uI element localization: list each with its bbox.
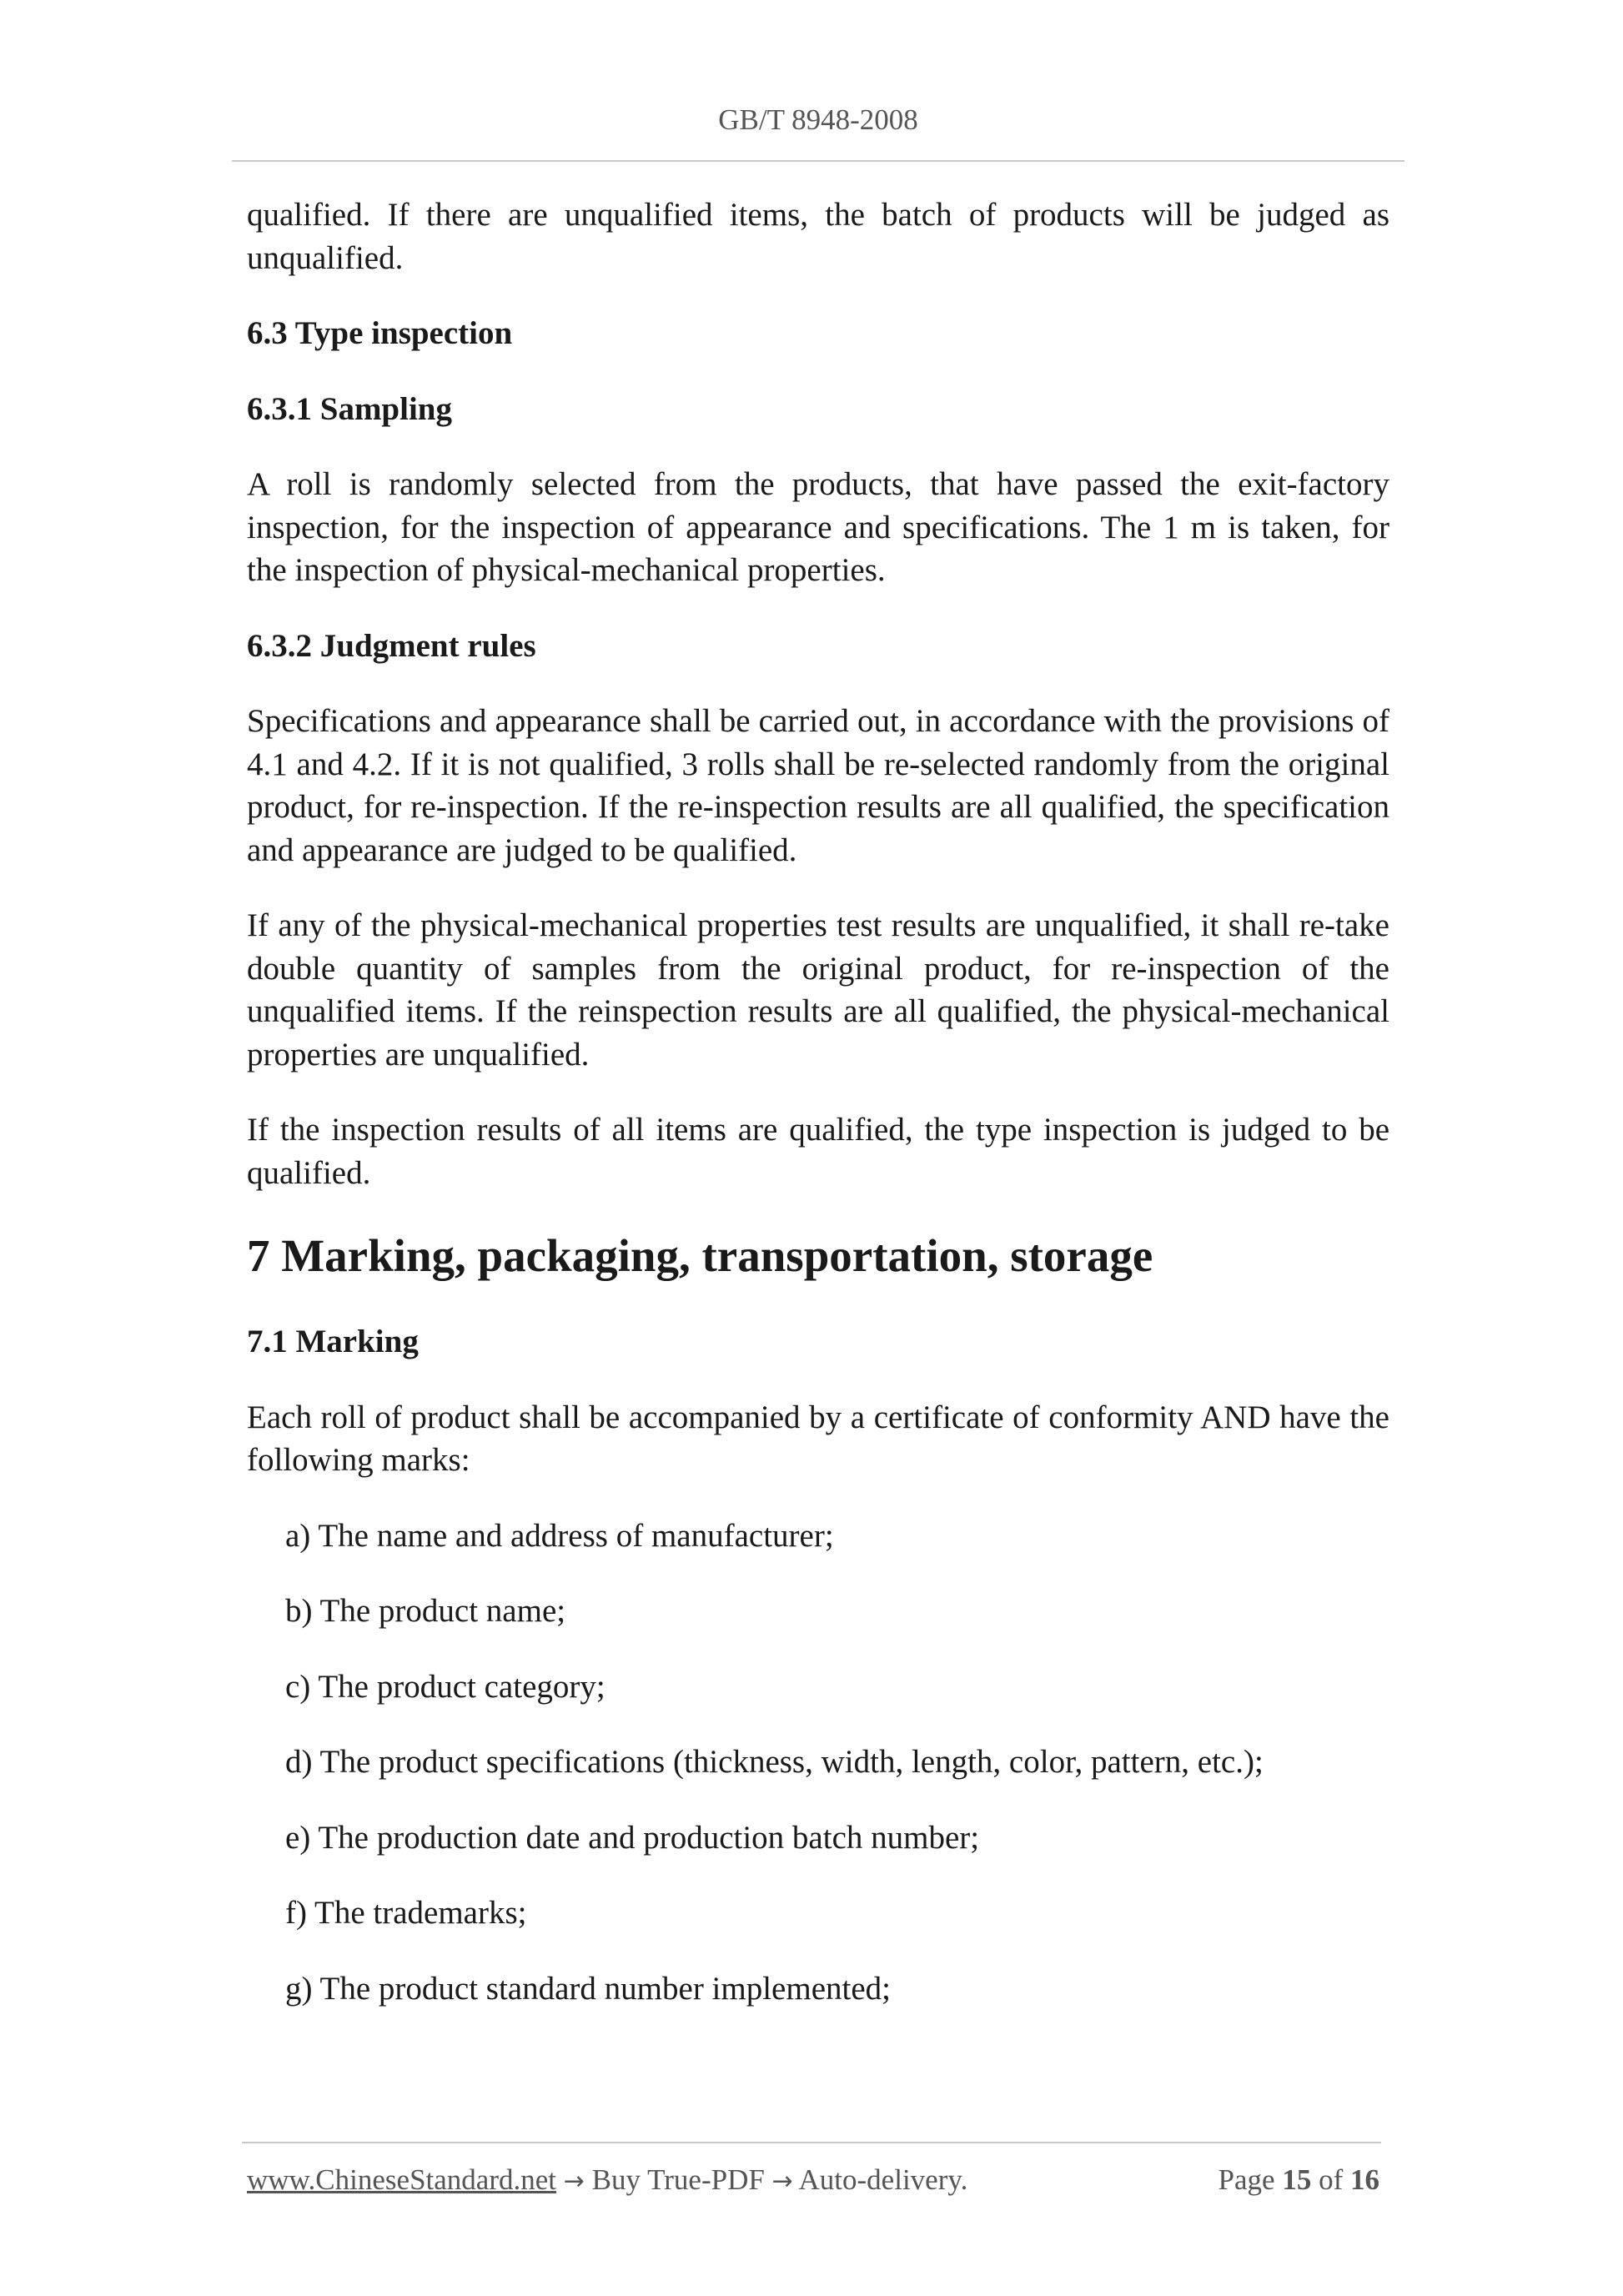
- page-label: Page: [1218, 2163, 1275, 2196]
- paragraph-judgment-3: If the inspection results of all items are qualified, the type inspection is judged to be qualified.: [247, 1112, 1389, 1191]
- paragraph-marking: Each roll of product shall be accompanied by a certificate of conformity AND have the following marks:: [247, 1399, 1389, 1478]
- arrow-right-icon: →: [771, 2167, 793, 2196]
- total-pages: 16: [1350, 2163, 1379, 2196]
- list-item: b) The product name;: [285, 1593, 566, 1629]
- list-item: g) The product standard number implemented;: [285, 1970, 891, 2007]
- running-header: GB/T 8948-2008: [718, 103, 918, 136]
- list-item: f) The trademarks;: [285, 1895, 527, 1931]
- list-item: a) The name and address of manufacturer;: [285, 1517, 834, 1554]
- marks-list: [247, 1515, 1389, 2011]
- heading-7-1: 7.1 Marking: [247, 1324, 419, 1359]
- document-body: [247, 193, 1389, 2042]
- footer-divider: [242, 2142, 1381, 2143]
- footer-promo: [247, 2163, 967, 2197]
- heading-6-3-2: 6.3.2 Judgment rules: [247, 627, 536, 664]
- buy-true-pdf-text: Buy True-PDF: [591, 2163, 765, 2196]
- paragraph-sampling: A roll is randomly selected from the products, that have passed the exit-factory inspection, for the inspection of appearance and specifications. The 1 m is taken, for the inspection of physical-mechanical properties.: [247, 466, 1389, 588]
- paragraph-judgment-2: If any of the physical-mechanical properties test results are unqualified, it shall re-take double quantity of samples from the original product, for re-inspection of the unqualified items. If the reinspection results are all qualified, the physical-mechanical properties are unqualified.: [247, 907, 1389, 1073]
- paragraph-continued: qualified. If there are unqualified items, the batch of products will be judged as unqualified.: [247, 197, 1389, 276]
- paragraph-judgment-1: Specifications and appearance shall be carried out, in accordance with the provisions of 4.1 and 4.2. If it is not qualified, 3 rolls shall be re-selected randomly from the original product, for re-inspection. If the re-inspection results are all qualified, the specification and appearance are judged to be qualified.: [247, 703, 1389, 868]
- list-item: c) The product category;: [285, 1668, 605, 1705]
- heading-7: 7 Marking, packaging, transportation, storage: [247, 1230, 1153, 1281]
- arrow-right-icon: →: [563, 2167, 585, 2196]
- website-link[interactable]: www.ChineseStandard.net: [247, 2163, 556, 2196]
- current-page: 15: [1282, 2163, 1312, 2196]
- of-label: of: [1319, 2163, 1344, 2196]
- auto-delivery-text: Auto-delivery.: [798, 2163, 968, 2196]
- header-divider: [232, 160, 1404, 162]
- heading-6-3-1: 6.3.1 Sampling: [247, 390, 452, 427]
- list-item: d) The product specifications (thickness, width, length, color, pattern, etc.);: [285, 1744, 1264, 1780]
- page-number: [1219, 2163, 1379, 2197]
- list-item: e) The production date and production batch number;: [285, 1819, 980, 1856]
- heading-6-3: 6.3 Type inspection: [247, 315, 513, 351]
